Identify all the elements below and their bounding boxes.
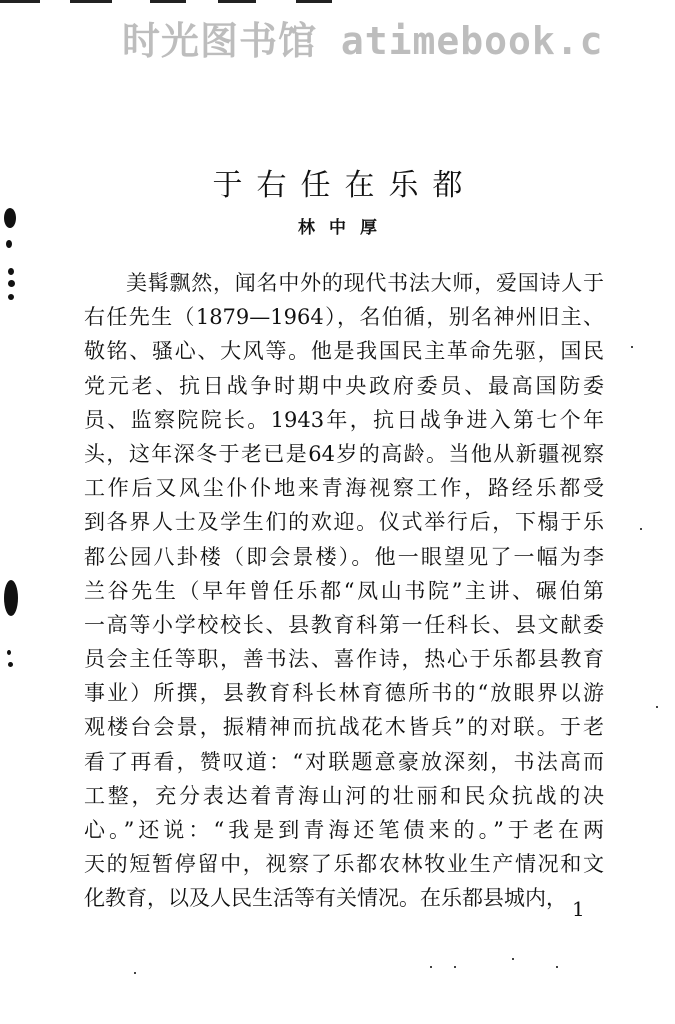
body-line: 党元老、抗日战争时期中央政府委员、最高国防委 [84, 373, 604, 398]
body-line: 事业）所撰，县教育科长林育德所书的“放眼界以游 [84, 681, 604, 706]
body-line: 工作后又风尘仆仆地来青海视察工作，路经乐都受 [84, 476, 604, 501]
scan-blot [4, 580, 18, 616]
article-author: 林中厚 [298, 218, 391, 238]
body-line: 美髯飘然，闻名中外的现代书法大师，爱国诗人于 [126, 271, 604, 295]
article-title: 于右任在乐都 [212, 168, 477, 203]
body-line: 敬铭、骚心、大风等。他是我国民主革命先驱，国民 [84, 339, 604, 364]
scan-speck [134, 972, 136, 974]
body-line: 头，这年深冬于老已是64岁的高龄。当他从新疆视察 [84, 441, 604, 466]
scan-blot [8, 294, 14, 300]
scan-speck [556, 966, 558, 968]
scan-blot [8, 268, 14, 275]
scan-blot [8, 280, 15, 287]
top-edge-mark [296, 0, 332, 3]
body-line: 心。”还说：“我是到青海还笔债来的。”于老在两 [84, 818, 604, 842]
watermark: 时光图书馆 atimebook.c [122, 19, 604, 63]
scan-speck [430, 966, 432, 968]
body-line: 到各界人士及学生们的欢迎。仪式举行后，下榻于乐 [84, 510, 604, 535]
body-line: 员会主任等职，善书法、喜作诗，热心于乐都县教育 [84, 647, 604, 672]
scan-blot [8, 662, 13, 667]
body-line: 兰谷先生（早年曾任乐都“凤山书院”主讲、碾伯第 [84, 578, 604, 603]
body-line: 员、监察院院长。1943年，抗日战争进入第七个年 [84, 407, 604, 432]
scan-speck [640, 528, 642, 530]
body-line: 一高等小学校校长、县教育科第一任科长、县文献委 [84, 612, 604, 637]
scan-speck [656, 706, 658, 708]
top-edge-mark [70, 0, 112, 3]
body-line: 看了再看，赞叹道：“对联题意豪放深刻，书法高而 [84, 749, 604, 774]
scan-speck [512, 958, 514, 960]
top-edge-mark [218, 0, 256, 3]
body-line: 都公园八卦楼（即会景楼）。他一眼望见了一幅为李 [84, 544, 604, 569]
body-line: 观楼台会景，振精神而抗战花木皆兵”的对联。于老 [84, 715, 604, 740]
scan-blot [4, 208, 16, 228]
body-line: 工整，充分表达着青海山河的壮丽和民众抗战的决 [84, 783, 604, 808]
top-edge-mark [150, 0, 186, 3]
body-line: 右任先生（1879—1964），名伯循，别名神州旧主、 [84, 305, 604, 330]
scan-speck [631, 346, 633, 348]
scan-blot [6, 240, 12, 248]
top-edge-mark [0, 0, 40, 3]
article-body [84, 266, 604, 916]
body-line: 天的短暂停留中，视察了乐都农林牧业生产情况和文 [84, 852, 604, 877]
body-line: 化教育，以及人民生活等有关情况。在乐都县城内， [84, 886, 567, 911]
page-number: 1 [572, 897, 585, 921]
scan-speck [454, 966, 456, 968]
scan-blot [7, 650, 11, 655]
